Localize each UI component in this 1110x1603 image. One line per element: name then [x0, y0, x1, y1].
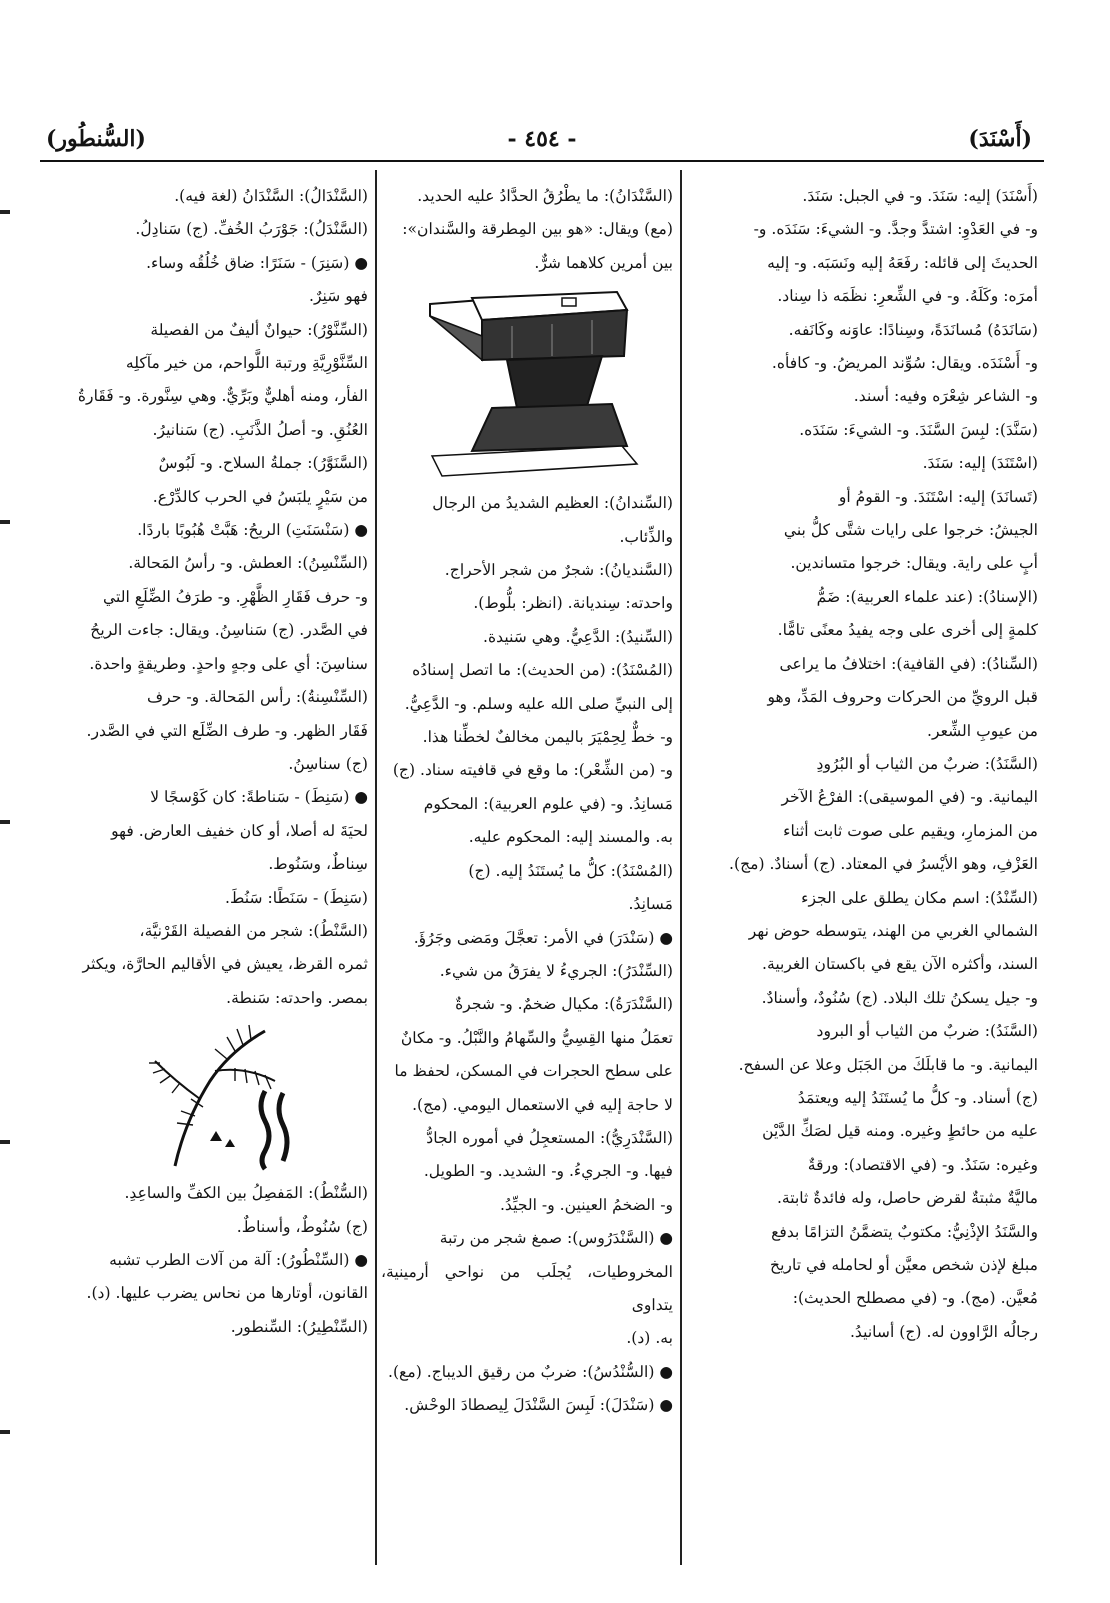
scan-edge-mark — [0, 210, 10, 214]
scan-edge-mark — [0, 1430, 10, 1434]
entry-line: على سطح الحجرات في المسكن، لحفظ ما — [394, 1062, 673, 1081]
entry-line: (ج) أسناد. و- كلُّ ما يُستَنَدُ إليه ويعتمَدُ — [797, 1088, 1038, 1107]
entry-line: مَسانِدُ. و- (في علوم العربية): المحكوم — [423, 794, 673, 813]
entry-line: ● (السَّنْدَرُوس): صمغ شجر من رتبة — [439, 1229, 673, 1248]
entry-line: (السَّنَدُ): ضربٌ من الثياب أو البُرُودِ — [816, 754, 1038, 773]
entry-line: فهو سَنِرٌ. — [309, 287, 368, 306]
entry-line: الفأر، ومنه أهليٌّ وبَرِّيٌّ. وهي سِنَّورة. و- فَقَارةُ — [77, 387, 368, 406]
entry-line: (السِّنْسِنُ): العطش. و- رأسُ المَحالة. — [128, 554, 368, 573]
entry-line: تعمَلُ منها القِسِيُّ والسِّهامُ والنَّبْلُ. و- مكانٌ — [400, 1028, 673, 1047]
entry-line: (السَّنَدُ): ضربٌ من الثياب أو البرود — [816, 1022, 1038, 1041]
column-divider — [680, 170, 682, 1565]
entry-line: (السَّنْدَالُ): السَّنْدَانُ (لغة فيه). — [174, 187, 368, 205]
entry-line: من سَيْرٍ يلبَسُ في الحرب كالدِّرْع. — [152, 487, 368, 506]
entry-line: ● (سَنِرَ) - سَنَرًا: ضاق خُلُقُه وساء. — [146, 253, 368, 272]
entry-line: الشمالي الغربي من الهند، يتوسطه حوض نهر — [748, 921, 1038, 940]
entry-line: (السَّنْدَرِيُّ): المستعجِلُ في أموره الجادُّ — [426, 1128, 673, 1147]
entry-line: و- خطٌّ لِحِمْيَرَ باليمن مخالفٌ لخطِّنا هذا. — [422, 728, 673, 747]
entry-line: إلى النبيِّ صلى الله عليه وسلم. و- الدَّعِيُّ. — [404, 694, 673, 713]
entry-line: و- في العَدْوِ: اشتدَّ وجدَّ. و- الشيءَ: سَنَدَه. و- — [753, 220, 1038, 239]
entry-line: كلمةٍ إلى أخرى على وجه يفيدُ معنًى تامًّا. — [777, 621, 1038, 640]
entry-line: (السَّنديانُ): شجرٌ من شجر الأحراج. — [444, 561, 673, 580]
entry-line: ● (سَنْدَرَ) في الأمر: تعجَّلَ ومَضى وجَرُؤَ. — [413, 928, 673, 947]
entry-line: (السَّنَوَّرُ): جملةُ السلاح. و- لَبُوسٌ — [158, 454, 368, 473]
entry-line: (الإسنادُ): (عند علماء العربية): ضَمُّ — [816, 587, 1038, 606]
entry-line: (تَسانَدَ) إليه: اسْتَنَدَ. و- القومُ أو — [838, 487, 1038, 506]
entry-line: (سَانَدَهُ) مُسانَدَةً، وسِنادًا: عاوَنه وكَانَفه. — [788, 320, 1038, 339]
entry-line: (المُسْنَدُ): (من الحديث): ما اتصل إسنادُه — [412, 661, 673, 680]
anvil-illustration — [412, 286, 642, 481]
entry-line: في الصَّدر. (ج) سَناسِنُ. ويقال: جاءت الريحُ — [90, 621, 368, 640]
entry-line: و- جيل يسكنُ تلك البلاد. (ج) سُنُودٌ، وأسنادٌ. — [761, 988, 1038, 1007]
entry-line: (مع) ويقال: «هو بين المِطرقة والسَّندان»: — [402, 220, 673, 239]
entry-line: واحدته: سِنديانة. (انظر: بلُّوط). — [473, 594, 673, 613]
entry-line: (السَّنْدَرَةُ): مكيال ضخمٌ. و- شجرةٌ — [455, 995, 673, 1014]
entry-line: ● (سَنْسَنَتِ) الريحُ: هَبَّتْ هُبُوبًا باردًا. — [137, 521, 368, 540]
entry-line: فَقَار الظهر. و- طرف الضِّلَع التي في الصَّدر. — [86, 721, 368, 740]
entry-line: المخروطيات، يُجلَب من نواحي أرمينية، يتداوى — [381, 1262, 673, 1314]
entry-line: قبل الرويِّ من الحركات وحروف المَدِّ، وهو — [767, 688, 1038, 707]
entry-line: (السُّنْطُ): المَفصِلُ بين الكفِّ والساعِدِ. — [124, 1184, 368, 1203]
entry-line: (اسْتَنَدَ) إليه: سَنَدَ. — [922, 454, 1038, 473]
entry-line: (السِّنَّوْرُ): حيوانٌ أليفٌ من الفصيلة — [150, 320, 368, 339]
header-left-title: (السُّنطُور) — [46, 126, 146, 152]
entry-line: (السِّنيدُ): الدَّعِيُّ. وهي سَنيدة. — [483, 627, 673, 646]
entry-line: و- حرف فَقَارِ الظَّهْرِ. و- طرَفُ الضِّلَعِ التي — [103, 587, 368, 606]
entry-line: و- الشاعر شِعْرَه وفيه: أسند. — [853, 387, 1038, 406]
entry-line: مَسانِدُ. — [628, 895, 673, 914]
entry-line: بمصر. واحدته: سَنطة. — [226, 988, 368, 1007]
entry-line: و- أَسْنَدَه. ويقال: سُوِّند المريضُ. و- كافأه. — [771, 354, 1038, 373]
entry-line: العُنُقِ. و- أصلُ الذَّنَبِ. (ج) سَنانيرُ. — [152, 420, 368, 439]
column-divider — [375, 170, 377, 1565]
entry-line: لحيَةَ له أصلا، أو كان خفيف العارض. فهو — [111, 821, 368, 840]
entry-line: ثمره القرظ، يعيش في الأقاليم الحارَّة، ويكثر — [82, 955, 368, 974]
entry-line: سناسِنَ: أي على وجهٍ واحدٍ. وطريقةٍ واحدة. — [89, 654, 368, 673]
entry-line: (السِّنْسِنةُ): رأس المَحالة. و- حرف — [146, 688, 368, 707]
entry-line: والسَّنَدُ الإذْنِيُّ: مكتوبٌ يتضمَّنُ التزامًا بدفع — [771, 1222, 1038, 1241]
entry-line: (المُسْنَدُ): كلُّ ما يُستَنَدُ إليه. (ج) — [468, 861, 673, 880]
entry-line: وغيره: سَنَدٌ. و- (في الاقتصاد): ورقةٌ — [807, 1155, 1038, 1174]
entry-line: (السِّنْدَرُ): الجريءُ لا يفرَقُ من شيء. — [439, 961, 673, 980]
entry-line: سِناطٌ، وسَنُوط. — [268, 855, 368, 874]
entry-line: (ج) سُنُوطٌ، وأسناطٌ. — [236, 1217, 368, 1236]
entry-line: و- الضخمُ العينين. و- الجيِّدُ. — [499, 1195, 673, 1214]
entry-line: عليه من حائطٍ وغيره. ومنه قيل لصَكِّ الدَّيْن — [762, 1122, 1038, 1141]
header-right-title: (أَسْنَدَ) — [968, 126, 1032, 152]
entry-line: اليمانية. و- ما قابلَكَ من الجَبَل وعلا عن السفح. — [738, 1055, 1038, 1074]
entry-line: الجيشُ: خرجوا على رايات شتَّى كلُّ بني — [783, 521, 1038, 540]
entry-line: العَزْفِ، وهو الأيْسرُ في المعتاد. (ج) أسنادٌ. (مج). — [729, 855, 1038, 874]
entry-line: به. (د). — [626, 1329, 673, 1348]
entry-line: (السَّنْطُ): شجر من الفصيلة القَرْنيَّة، — [139, 921, 368, 940]
entry-line: (السِّنْدُ): اسم مكان يطلق على الجزء — [801, 888, 1038, 907]
entry-line: السِّنَّوْرِيَّةِ ورتبة اللَّواحم، من خير مآكلِه — [125, 354, 368, 373]
entry-line: والذِّئاب. — [619, 527, 673, 546]
entry-line: أمرَه: وكَلَهُ. و- في الشِّعرِ: نظَمَه ذا سِناد. — [777, 287, 1038, 306]
entry-line: (السَّنْدَلُ): جَوْرَبُ الخُفِّ. (ج) سَنادِلُ. — [135, 220, 368, 239]
scan-edge-mark — [0, 820, 10, 824]
entry-line: الحديثَ إلى قائله: رفَعَهُ إليه ونَسَبَه. و- إليه — [767, 253, 1038, 272]
entry-line: مُعيَّن. (مج). و- (في مصطلح الحديث): — [792, 1289, 1038, 1308]
acacia-branch-illustration — [115, 1021, 305, 1171]
page-number: - ٤٥٤ - — [507, 126, 577, 152]
entry-line: (السِّنْطِيرُ): السِّنطور. — [230, 1317, 368, 1336]
scan-edge-mark — [0, 1140, 10, 1144]
entry-line: ● (السِّنْطُورُ): آلة من آلات الطرب تشبه — [109, 1250, 368, 1269]
entry-line: فيها. و- الجريءُ. و- الشديد. و- الطويل. — [423, 1162, 673, 1181]
entry-line: (السِّنادُ): (في القافية): اختلافُ ما يراعى — [779, 654, 1038, 673]
entry-line: (السَّنْدَانُ): ما يطْرُقُ الحدَّادُ عليه الحديد. — [417, 187, 673, 205]
entry-line: من عيوبِ الشِّعر. — [927, 721, 1038, 740]
entry-line: ● (سَنْدَلَ): لَبِسَ السَّنْدَلَ لِيصطادَ الوحْش. — [404, 1396, 673, 1415]
entry-line: السند، وأكثره الآن يقع في باكستان الغربية. — [762, 955, 1038, 974]
page-header — [40, 118, 1044, 162]
column-left — [52, 180, 368, 1565]
entry-line: ● (سَنِطَ) - سَناطةً: كان كَوْسجًا لا — [150, 788, 368, 807]
column-middle — [381, 180, 673, 1565]
entry-line: ● (السُّنْدُسُ): ضربٌ من رقيق الديباج. (مع). — [388, 1362, 673, 1381]
entry-line: (أَسْنَدَ) إليه: سَنَدَ. و- في الجبل: سَنَدَ. — [802, 187, 1038, 205]
entry-line: ماليَّةٌ مثبتةٌ لقرض حاصل، وله فائدةٌ ثابتة. — [776, 1189, 1038, 1208]
entry-line: بين أمرين كلاهما شرٌّ. — [534, 253, 673, 272]
entry-line: به. والمسند إليه: المحكوم عليه. — [468, 828, 673, 847]
entry-line: و- (من الشِّعْر): ما وقع في قافيته سناد. (ج) — [392, 761, 673, 780]
scan-edge-mark — [0, 520, 10, 524]
entry-line: القانون، أوتارها من نحاس يضرب عليها. (د). — [86, 1284, 368, 1303]
entry-line: أبٍ على راية. ويقال: خرجوا متساندين. — [790, 554, 1038, 573]
entry-line: رجالُه الرَّاوون له. (ج) أسانيدُ. — [849, 1322, 1038, 1341]
column-right — [688, 180, 1038, 1565]
entry-line: (السِّندانُ): العظيم الشديدُ من الرجال — [432, 494, 673, 513]
entry-line: اليمانية. و- (في الموسيقى): الفرْعُ الآخر — [781, 788, 1038, 807]
entry-line: من المزمارِ، ويقيم على صوت ثابت أثناء — [783, 821, 1038, 840]
entry-line: (سَنَّدَ): لبِسَ السَّنَدَ. و- الشيءَ: سَنَدَه. — [799, 420, 1038, 439]
entry-line: (ج) سناسِنُ. — [288, 754, 368, 773]
entry-line: مبلغ لإذن شخص معيَّن أو لحامله في تاريخ — [770, 1256, 1038, 1274]
entry-line: لا حاجة إليه في الاستعمال اليومي. (مج). — [412, 1095, 673, 1114]
entry-line: (سَنِطَ) - سَنَطًا: سَنُطَ. — [225, 888, 368, 907]
